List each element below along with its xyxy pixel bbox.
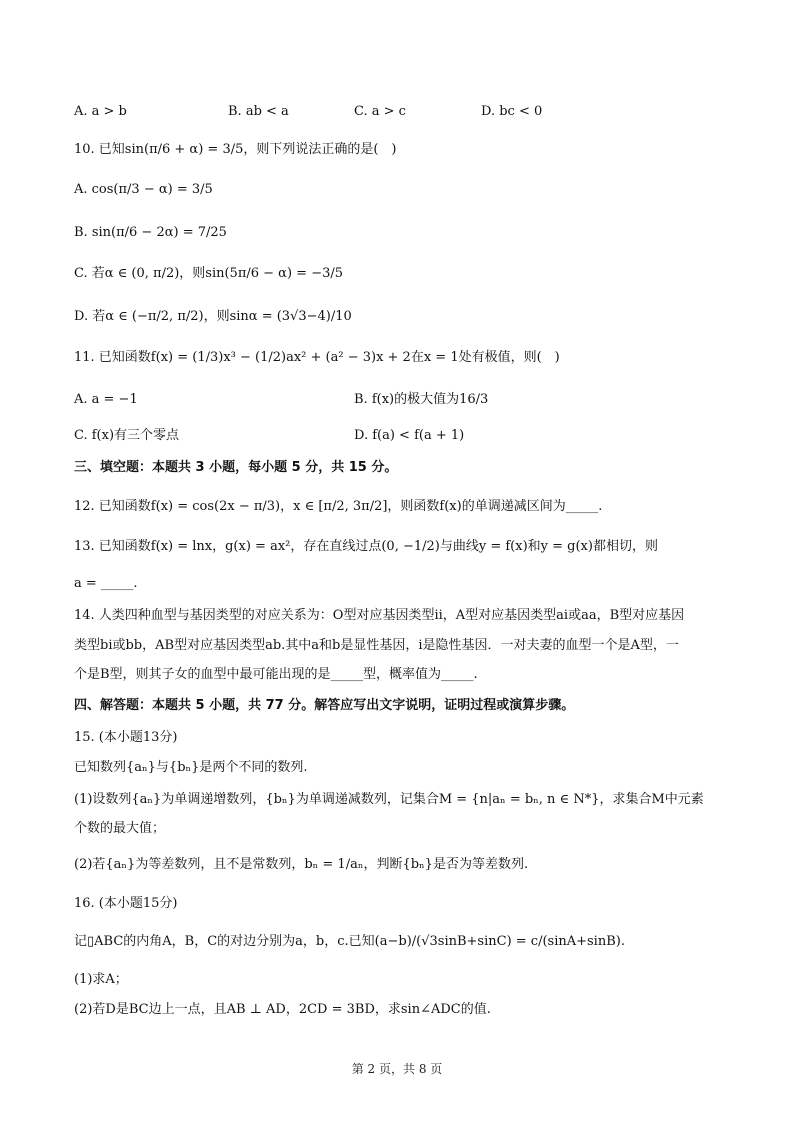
q14-line-3: 个是B型，则其子女的血型中最可能出现的是_____型，概率值为_____. [74, 667, 478, 682]
q10-option-d: D. 若α ∈ (−π/2, π/2)，则sinα = (3√3−4)/10 [74, 309, 352, 324]
q9-option-a: A. a > b [74, 104, 127, 119]
q10-stem: 10. 已知sin(π/6 + α) = 3/5，则下列说法正确的是( ) [74, 142, 397, 157]
q16-part1: (1)求A； [74, 972, 128, 987]
q15-part1-line-1: (1)设数列{aₙ}为单调递增数列，{bₙ}为单调递减数列，记集合M = {n|aₙ = bₙ, n ∈ N*}，求集合M中元素 [74, 792, 704, 807]
q14-line-1: 14. 人类四种血型与基因类型的对应关系为：O型对应基因类型ii，A型对应基因类型ai或aa，B型对应基因 [74, 608, 685, 623]
q16-part2: (2)若D是BC边上一点，且AB ⊥ AD，2CD = 3BD，求sin∠ADC的值. [74, 1002, 491, 1017]
q11-option-a: A. a = −1 [74, 392, 138, 407]
section-3-heading: 三、填空题：本题共 3 小题，每小题 5 分，共 15 分。 [74, 460, 398, 475]
q15-part2: (2)若{aₙ}为等差数列，且不是常数列，bₙ = 1/aₙ，判断{bₙ}是否为等差数列. [74, 857, 529, 872]
q11-stem: 11. 已知函数f(x) = (1/3)x³ − (1/2)ax² + (a² − 3)x + 2在x = 1处有极值，则( ) [74, 350, 560, 365]
q15-part1-line-2: 个数的最大值； [74, 821, 166, 836]
q9-option-b: B. ab < a [228, 104, 289, 119]
q15-title: 15. (本小题13分) [74, 730, 178, 745]
q13-line-1: 13. 已知函数f(x) = lnx，g(x) = ax²，存在直线过点(0, −1/2)与曲线y = f(x)和y = g(x)都相切，则 [74, 539, 658, 554]
q16-intro: 记▯ABC的内角A，B，C的对边分别为a，b，c.已知(a−b)/(√3sinB+sinC) = c/(sinA+sinB). [74, 934, 625, 949]
q10-option-c: C. 若α ∈ (0, π/2)，则sin(5π/6 − α) = −3/5 [74, 266, 344, 281]
q11-option-d: D. f(a) < f(a + 1) [354, 428, 465, 443]
q14-line-2: 类型bi或bb，AB型对应基因类型ab.其中a和b是显性基因，i是隐性基因．一对夫妻的血型一个是A型，一 [74, 638, 679, 653]
q16-title: 16. (本小题15分) [74, 896, 178, 911]
section-4-heading: 四、解答题：本题共 5 小题，共 77 分。解答应写出文字说明，证明过程或演算步骤。 [74, 698, 575, 713]
page-footer: 第 2 页，共 8 页 [351, 1062, 443, 1076]
q11-option-c: C. f(x)有三个零点 [74, 428, 180, 443]
q10-option-a: A. cos(π/3 − α) = 3/5 [74, 182, 213, 197]
q9-option-c: C. a > c [354, 104, 406, 119]
q11-option-b: B. f(x)的极大值为16/3 [354, 392, 489, 407]
q12-stem: 12. 已知函数f(x) = cos(2x − π/3)，x ∈ [π/2, 3π/2]，则函数f(x)的单调递减区间为_____. [74, 499, 603, 514]
q9-option-d: D. bc < 0 [481, 104, 543, 119]
q15-intro: 已知数列{aₙ}与{bₙ}是两个不同的数列. [74, 760, 308, 775]
q10-option-b: B. sin(π/6 − 2α) = 7/25 [74, 225, 227, 240]
q13-line-2: a = _____. [74, 576, 138, 591]
